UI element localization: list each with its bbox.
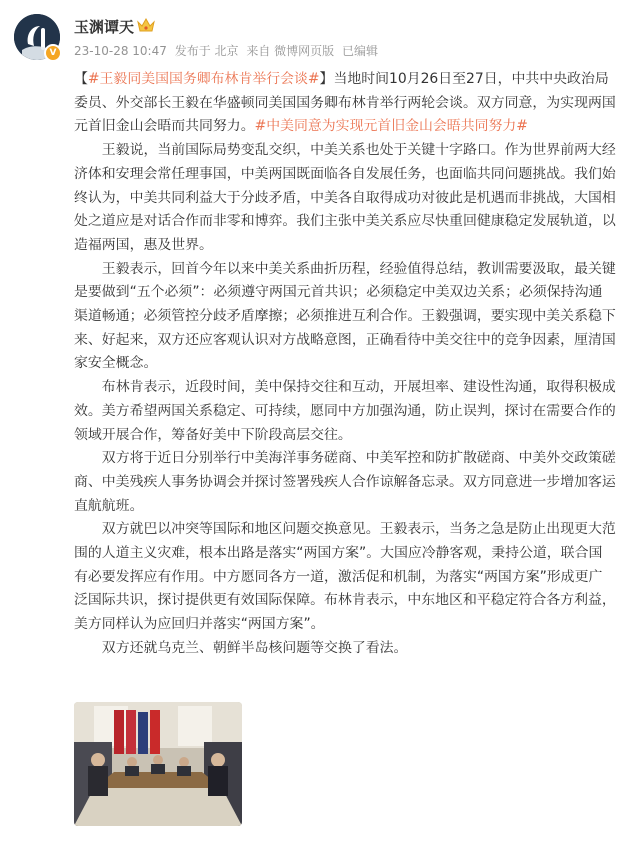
post-meta	[74, 42, 382, 59]
bracket-open: 【	[74, 71, 88, 87]
paragraph: 布林肯表示，近段时间，美中保持交往和互动，开展坦率、建设性沟通，取得积极成效。美方希望两国关系稳定、可持续，愿同中方加强沟通，防止误判，探讨在需要合作的领域开展合作，筹备好美中下阶段高层交往。	[74, 379, 616, 443]
paragraph: 王毅表示，回首今年以来中美关系曲折历程，经验值得总结，教训需要汲取，最关键是要做到“五个必须”：必须遵守两国元首共识；必须稳定中美双边关系；必须保持沟通渠道畅通；必须管控分歧矛盾摩擦；必须推进互利合作。王毅强调，要实现中美关系稳下来、好起来，双方还应客观认识对方战略意图，正确看待中美交往中的竞争因素，厘清国家安全概念。	[74, 260, 616, 372]
topic-link[interactable]: #王毅同美国国务卿布林肯举行会谈#	[87, 71, 320, 87]
bracket-close: 】	[319, 71, 334, 87]
post-content	[74, 68, 616, 661]
crown-icon	[136, 16, 156, 34]
paragraph: 双方将于近日分别举行中美海洋事务磋商、中美军控和防扩散磋商、中美外交政策磋商、中美残疾人事务协调会并探讨签署残疾人合作谅解备忘录。双方同意进一步增加客运直航航班。	[74, 450, 616, 514]
post-location: 发布于 北京	[174, 44, 239, 58]
meeting-photo-icon	[74, 702, 242, 826]
post-source: 来自 微博网页版	[246, 44, 335, 58]
paragraph: 王毅说，当前国际局势变乱交织，中美关系也处于关键十字路口。作为世界前两大经济体和安理会常任理事国，中美两国既面临各自发展任务，也面临共同问题挑战。我们始终认为，中美共同利益大于分歧矛盾，中美各自取得成功对彼此是机遇而非挑战，大国相处之道应是对话合作而非零和博弈。我们主张中美关系应尽快重回健康稳定发展轨道，以造福两国，惠及世界。	[74, 142, 616, 253]
intro-paragraph	[74, 68, 616, 139]
topic-link-2[interactable]: #中美同意为实现元首旧金山会晤共同努力#	[254, 118, 528, 135]
edited-label[interactable]: 已编辑	[342, 44, 379, 58]
post-time[interactable]: 23-10-28 10:47	[74, 44, 167, 58]
paragraph: 双方还就乌克兰、朝鲜半岛核问题等交换了看法。	[101, 639, 408, 656]
post-image[interactable]	[74, 702, 242, 826]
verified-badge-icon: V	[44, 44, 62, 62]
username[interactable]: 玉渊谭天	[74, 18, 135, 36]
paragraph: 双方就巴以冲突等国际和地区问题交换意见。王毅表示，当务之急是防止出现更大范围的人道主义灾难，根本出路是落实“两国方案”。大国应冷静客观，秉持公道，联合国有必要发挥应有作用。中方愿同各方一道，激活促和机制，为落实“两国方案”形成更广泛国际共识，探讨提供更有效国际保障。布林肯表示，中东地区和平稳定符合各方利益，美方同样认为应回归并落实“两国方案”。	[74, 521, 616, 633]
intro-text: 当地时间10月26日至27日，中共中央政治局委员、外交部长王毅在华盛顿同美国国务卿布林肯举行两轮会谈。双方同意，为实现两国元首旧金山会晤而共同努力。	[74, 71, 616, 135]
